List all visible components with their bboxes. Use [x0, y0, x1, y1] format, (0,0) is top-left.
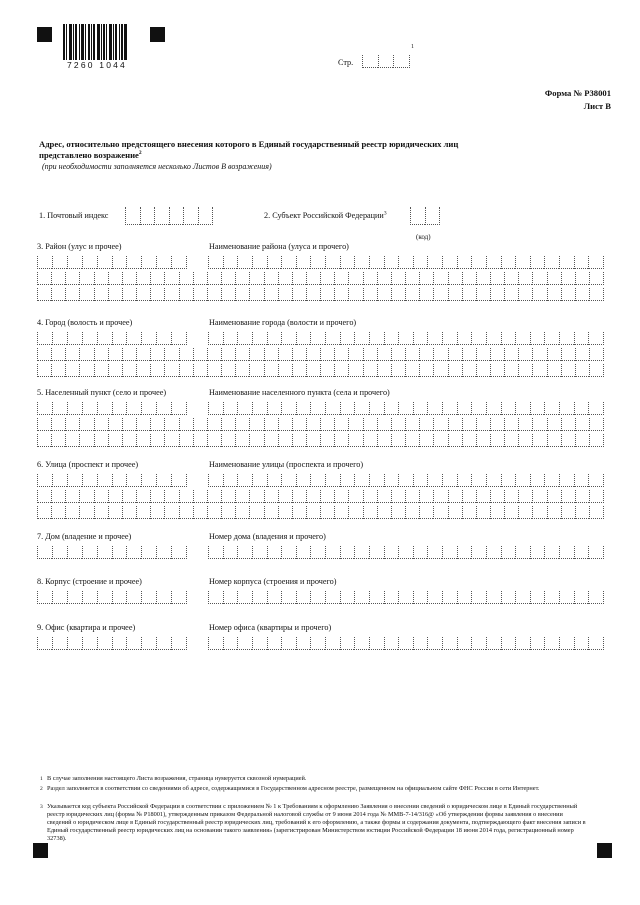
- house-number-label: Номер дома (владения и прочего): [209, 532, 326, 541]
- footnote-3: [40, 803, 587, 843]
- registration-mark-top-left: [37, 27, 52, 42]
- footnote-2: [40, 785, 587, 793]
- settlement-name-row-1[interactable]: [208, 402, 604, 415]
- district-name-row-1[interactable]: [208, 256, 604, 269]
- district-row-3[interactable]: [37, 288, 604, 301]
- page-footnote-ref: 1: [411, 44, 414, 50]
- footnote-ref-3: 3: [383, 210, 387, 217]
- district-type-cells[interactable]: [37, 256, 187, 269]
- district-row-2[interactable]: [37, 272, 604, 285]
- footnote-1-text: В случае заполнения настоящего Листа возражения, страница нумеруется сквозной нумерацией.: [47, 775, 307, 782]
- house-label: 7. Дом (владение и прочее): [37, 532, 132, 541]
- settlement-label: 5. Населенный пункт (село и прочее): [37, 388, 167, 397]
- footnote-2-number: 2: [40, 786, 43, 792]
- barcode: [63, 24, 139, 60]
- building-label: 8. Корпус (строение и прочее): [37, 577, 142, 586]
- office-label: 9. Офис (квартира и прочее): [37, 623, 136, 632]
- subject-label: 2. Субъект Российской Федерации$^3$: [264, 210, 387, 220]
- city-name-label: Наименование города (волости и прочего): [209, 318, 357, 327]
- settlement-type-cells[interactable]: [37, 402, 187, 415]
- city-row-2[interactable]: [37, 348, 604, 361]
- office-type-cells[interactable]: [37, 637, 187, 650]
- footnote-ref-2: 2: [138, 150, 142, 157]
- section-note: (при необходимости заполняется несколько Листов В возражения): [42, 162, 272, 171]
- building-type-cells[interactable]: [37, 591, 187, 604]
- section-title-line2: представлено возражение$^2$: [39, 150, 142, 160]
- barcode-number: 7260 1044: [67, 60, 127, 70]
- registration-mark-top-right: [150, 27, 165, 42]
- house-type-cells[interactable]: [37, 546, 187, 559]
- building-number-label: Номер корпуса (строения и прочего): [209, 577, 337, 586]
- section-title-line1: Адрес, относительно предстоящего внесения которого в Единый государственный реестр юридических лиц: [39, 139, 459, 149]
- postal-index-label: 1. Почтовый индекс: [39, 211, 109, 220]
- registration-mark-bottom-right: [597, 843, 612, 858]
- footnote-2-text: Раздел заполняется в соответствии со сведениями об адресе, содержащимися в Государственном адресном реестре, размещенном на официальном сайте ФНС России в сети Интернет.: [47, 785, 540, 792]
- street-row-2[interactable]: [37, 490, 604, 503]
- office-number-label: Номер офиса (квартиры и прочего): [209, 623, 332, 632]
- page-number-cells[interactable]: [362, 55, 410, 68]
- registration-mark-bottom-left: [33, 843, 48, 858]
- footnote-1: [40, 775, 587, 783]
- street-name-label: Наименование улицы (проспекта и прочего): [209, 460, 364, 469]
- city-name-row-1[interactable]: [208, 332, 604, 345]
- street-row-3[interactable]: [37, 506, 604, 519]
- settlement-row-3[interactable]: [37, 434, 604, 447]
- settlement-name-label: Наименование населенного пункта (села и прочего): [209, 388, 390, 397]
- footnote-3-text: Указывается код субъекта Российской Федерации в соответствии с приложением № 1 к Требованиям к оформлению Заявления о внесении сведений о юридическом лице в Единый государственный реестр юридических лиц (форма № Р18001), утвержденным приказом Федеральной налоговой службы от 9 июня 2014 года № ММВ-7-14/316@ «Об утверждении формы заявления о внесении сведений о юридическом лице в Единый государственный реестр юридических лиц, требований к его оформлению, а также формы и содержания документа, подтверждающего факт внесения записи в Единый государственный реестр юридических лиц на основании такого заявления» (зарегистрирован Министерством юстиции Российской Федерации 18 июня 2014 года, регистрационный номер 32738).: [47, 803, 586, 842]
- city-row-3[interactable]: [37, 364, 604, 377]
- street-type-cells[interactable]: [37, 474, 187, 487]
- district-name-label: Наименование района (улуса и прочего): [209, 242, 349, 251]
- house-number-cells[interactable]: [208, 546, 604, 559]
- sheet-label: Лист В: [583, 101, 611, 111]
- subject-code-cells[interactable]: [410, 207, 440, 225]
- city-label: 4. Город (волость и прочее): [37, 318, 133, 327]
- section-title: [39, 139, 599, 161]
- office-number-cells[interactable]: [208, 637, 604, 650]
- postal-index-cells[interactable]: [125, 207, 213, 225]
- footnote-3-number: 3: [40, 804, 43, 810]
- subject-code-caption: (код): [416, 233, 431, 241]
- city-type-cells[interactable]: [37, 332, 187, 345]
- street-label: 6. Улица (проспект и прочее): [37, 460, 139, 469]
- district-label: 3. Район (улус и прочее): [37, 242, 122, 251]
- page-label: Стр.: [338, 58, 354, 67]
- form-number: Форма № Р38001: [544, 88, 611, 98]
- street-name-row-1[interactable]: [208, 474, 604, 487]
- settlement-row-2[interactable]: [37, 418, 604, 431]
- footnote-1-number: 1: [40, 776, 43, 782]
- building-number-cells[interactable]: [208, 591, 604, 604]
